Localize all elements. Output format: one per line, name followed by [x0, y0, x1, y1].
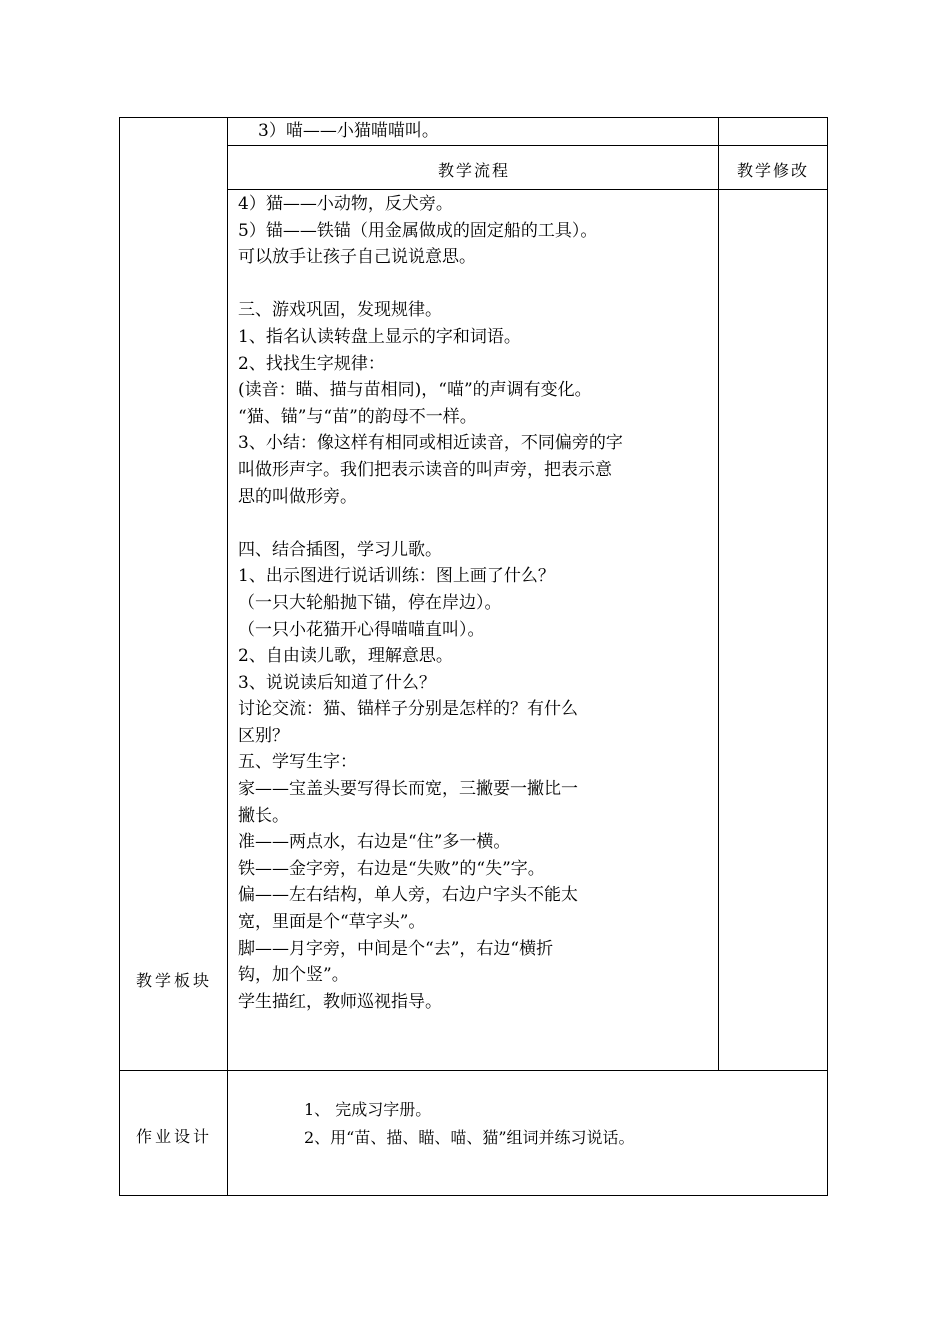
homework-item: 1、 完成习字册。	[304, 1100, 432, 1119]
content-line: “猫、锚”与“苗”的韵母不一样。	[238, 406, 477, 427]
content-line: 家——宝盖头要写得长而宽，三撇要一撇比一	[238, 779, 578, 800]
content-line: 偏——左右结构，单人旁，右边户字头不能太	[238, 885, 578, 906]
teaching-content	[238, 191, 623, 1015]
row-divider-2	[227, 189, 828, 190]
content-line: 2、找找生字规律：	[238, 353, 385, 374]
content-line: 叫做形声字。我们把表示读音的叫声旁，把表示意	[238, 459, 612, 480]
row-divider-1	[227, 145, 828, 146]
content-line: （一只小花猫开心得喵喵直叫）。	[238, 619, 485, 640]
header-teaching-revision: 教学修改	[737, 161, 810, 180]
content-line: 宽，里面是个“草字头”。	[238, 912, 426, 933]
homework-label: 作业设计	[136, 1127, 213, 1146]
row-divider-3	[119, 1070, 828, 1071]
content-line: 4）猫——小动物，反犬旁。	[238, 194, 453, 214]
content-line: 区别？	[238, 725, 289, 746]
section-label: 教学板块	[136, 971, 213, 990]
content-line: 五、学写生字：	[238, 752, 357, 773]
content-line: 3、说说读后知道了什么？	[238, 672, 436, 693]
content-line: 思的叫做形旁。	[238, 486, 357, 507]
content-line: 5）锚——铁锚（用金属做成的固定船的工具）。	[238, 220, 598, 241]
content-line: 可以放手让孩子自己说说意思。	[238, 247, 476, 268]
content-line	[238, 271, 623, 298]
content-line: 撇长。	[238, 805, 289, 826]
col-divider-left	[227, 117, 228, 1196]
content-line: 钩，加个竖”。	[238, 965, 349, 986]
first-row-text: 3）喵——小猫喵喵叫。	[258, 121, 439, 141]
content-line: 脚——月字旁，中间是个“去”，右边“横折	[238, 938, 554, 959]
content-line: 1、指名认读转盘上显示的字和词语。	[238, 326, 521, 347]
content-line: 3、小结：像这样有相同或相近读音，不同偏旁的字	[238, 433, 623, 454]
content-line: 1、出示图进行说话训练：图上画了什么？	[238, 566, 555, 587]
content-line: 学生描红，教师巡视指导。	[238, 991, 442, 1012]
homework-content	[304, 1096, 635, 1152]
content-line: 讨论交流：猫、锚样子分别是怎样的？有什么	[238, 699, 578, 720]
header-teaching-flow: 教学流程	[438, 161, 511, 180]
content-line: （一只大轮船抛下锚，停在岸边）。	[238, 592, 502, 613]
content-line: 铁——金字旁，右边是“失败”的“失”字。	[238, 858, 545, 879]
content-line: (读音：瞄、描与苗相同)，“喵”的声调有变化。	[238, 380, 592, 401]
content-line: 四、结合插图，学习儿歌。	[238, 539, 442, 560]
homework-item: 2、用“苗、描、瞄、喵、猫”组词并练习说话。	[304, 1128, 635, 1147]
content-line	[238, 510, 623, 537]
content-line: 2、自由读儿歌，理解意思。	[238, 646, 453, 667]
content-line: 三、游戏巩固，发现规律。	[238, 300, 442, 321]
col-divider-right	[718, 117, 719, 1071]
content-line: 准——两点水，右边是“住”多一横。	[238, 832, 511, 853]
